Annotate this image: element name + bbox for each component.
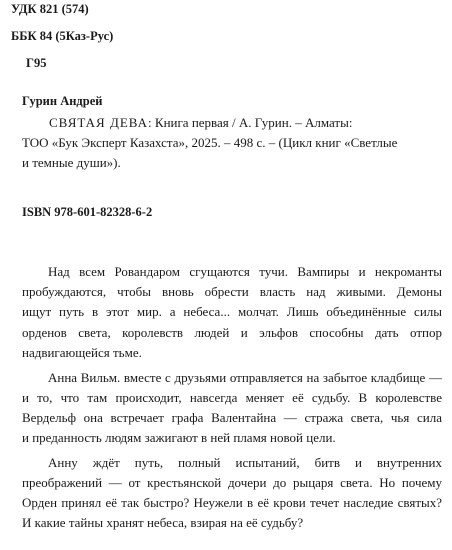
text-line: ищут путь в этот мир. а небеса... молчат. Лишь объединённые силы [22, 304, 442, 320]
bbk-code: ББК 84 (5Каз-Рус) [11, 29, 114, 43]
udk-code: УДК 821 (574) [11, 2, 89, 16]
text-line: Орден принял её так быстро? Неужели в её крови течет наследие святых? [22, 495, 442, 511]
text-line: преображений — от крестьянской дочери до рыцаря света. Но почему [22, 475, 442, 491]
text-line: орденов света, королевств людей и эльфов способны дать отпор [22, 324, 442, 340]
text-line: Анна Вильм. вместе с друзьями отправляется на забытое кладбище — [48, 369, 442, 385]
author-mark: Г95 [26, 56, 47, 70]
text-line: и преданность людям зажигают в ней пламя новой цели. [22, 430, 336, 446]
annotation-paragraph-3 [22, 453, 442, 534]
isbn: ISBN 978-601-82328-6-2 [22, 205, 153, 219]
author-name: Гурин Андрей [22, 94, 103, 108]
book-title: СВЯТАЯ ДЕВА [49, 115, 149, 130]
text-line: Над всем Ровандаром сгущаются тучи. Вампиры и некроманты [48, 264, 442, 279]
annotation-text [22, 262, 442, 538]
citation-line-1 [22, 113, 432, 133]
text-line: пробуждаются, чтобы вновь обрести власть над живыми. Демоны [22, 284, 442, 300]
annotation-paragraph-1 [22, 262, 442, 363]
citation-details: : Книга первая / А. Гурин. – Алматы: [148, 115, 353, 130]
text-line: Анну ждёт путь, полный испытаний, битв и внутренних [48, 454, 442, 470]
bibliographic-description [22, 113, 432, 173]
annotation-paragraph-2 [22, 368, 442, 449]
text-line: Вердельф она встречает графа Валентайна — стража света, чья сила [22, 409, 442, 425]
citation-line-2: ТОО «Бук Эксперт Казахста», 2025. – 498 с. – (Цикл книг «Светлые [22, 135, 398, 150]
text-line: и то, что там происходит, навсегда меняет её судьбу. В королевстве [22, 389, 442, 405]
text-line: надвигающейся тьме. [22, 344, 142, 360]
citation-line-3: и темные души»). [22, 155, 121, 170]
text-line: И какие тайны хранят небеса, взирая на её судьбу? [22, 515, 304, 531]
